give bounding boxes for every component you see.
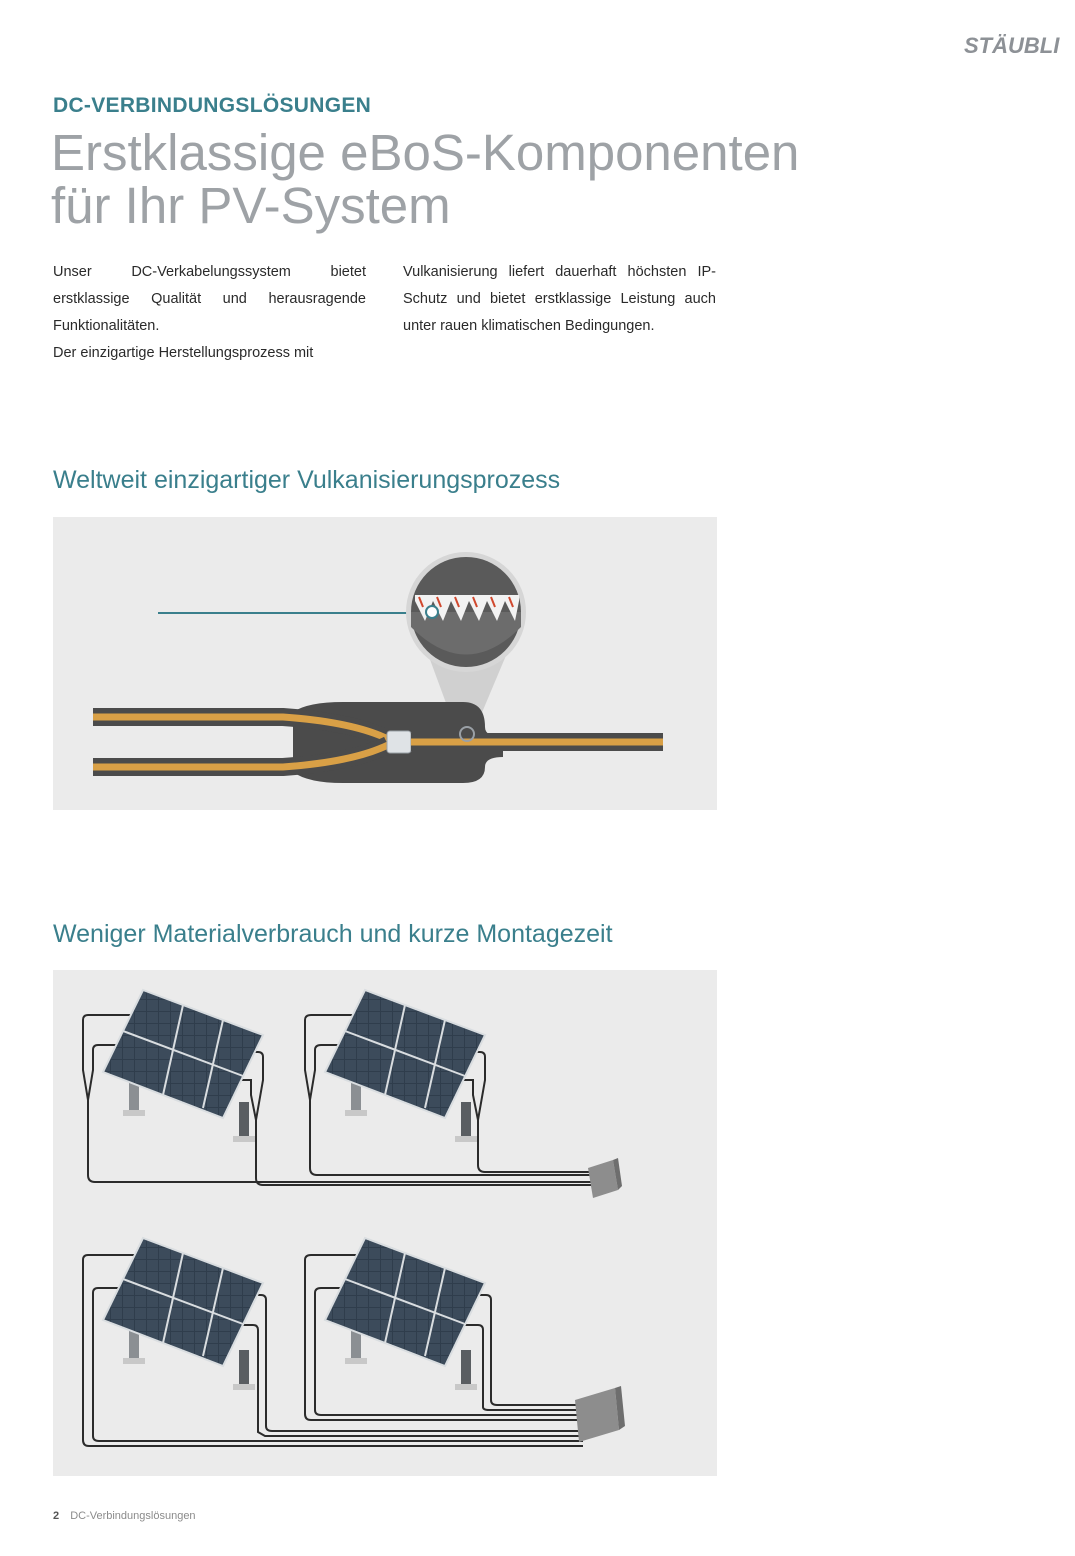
intro-paragraph-3: Vulkanisierung liefert dauerhaft höchsten IP-Schutz und bietet erstklassige Leistung auch unter rauen klimatischen Bedingungen. <box>403 264 716 334</box>
intro-column-left <box>53 259 366 367</box>
tracker-2 <box>325 990 485 1142</box>
page-number: 2 <box>53 1510 60 1522</box>
combiner-box-top <box>588 1160 618 1198</box>
section-eyebrow: DC-VERBINDUNGSLÖSUNGEN <box>53 94 372 117</box>
junction-sleeve <box>387 731 411 753</box>
tracker-3 <box>103 1238 263 1390</box>
intro-paragraph-1: Unser DC-Verkabelungssystem bietet erstklassige Qualität und herausragende Funktionalitäten. <box>53 264 366 334</box>
page-footer <box>53 1510 196 1522</box>
title-line-2: für Ihr PV-System <box>51 177 451 234</box>
staubli-logo <box>962 28 1068 60</box>
installation-heading: Weniger Materialverbrauch und kurze Montagezeit <box>53 920 613 948</box>
title-line-1: Erstklassige eBoS-Komponenten <box>51 124 800 181</box>
footer-label: DC-Verbindungslösungen <box>70 1510 196 1522</box>
intro-paragraph-2: Der einzigartige Herstellungsprozess mit <box>53 345 314 361</box>
combiner-box-bottom <box>575 1388 619 1442</box>
pv-array-illustration <box>53 970 717 1476</box>
tracker-1 <box>103 990 263 1142</box>
intro-column-right <box>403 259 716 340</box>
tracker-4 <box>325 1238 485 1390</box>
vulcanization-heading: Weltweit einzigartiger Vulkanisierungsprozess <box>53 466 561 494</box>
page-title <box>51 126 851 232</box>
callout-dot <box>426 606 438 618</box>
vulcanization-illustration <box>53 517 717 810</box>
svg-text:STÄUBLI: STÄUBLI <box>964 33 1060 58</box>
